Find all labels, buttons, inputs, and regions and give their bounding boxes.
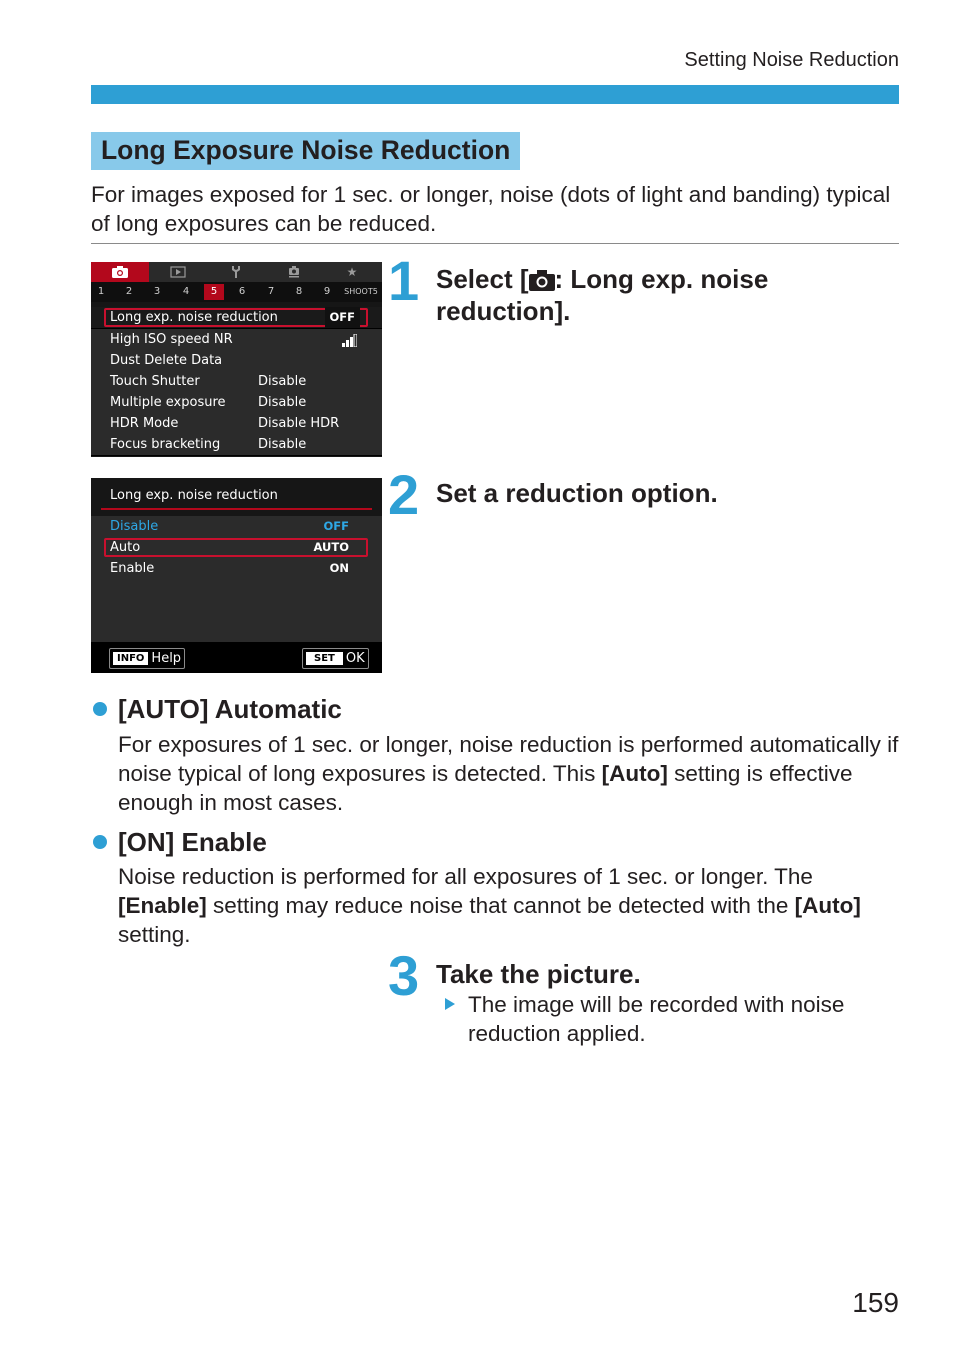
step-1-text-after: : Long exp. noise reduction].	[436, 264, 769, 326]
wrench-icon[interactable]	[207, 262, 265, 282]
menu-row-hdr-mode[interactable]	[91, 413, 382, 435]
option-label: Auto	[110, 540, 141, 555]
star-icon[interactable]: ★	[346, 265, 358, 279]
set-key: SET	[306, 652, 343, 665]
menu-row-value: Disable	[258, 437, 307, 452]
section-divider	[91, 243, 899, 244]
menu-page-tabs	[91, 282, 382, 302]
menu-row-multiple-exposure[interactable]	[91, 392, 382, 414]
menu-row-value: OFF	[325, 307, 361, 328]
intro-paragraph: For images exposed for 1 sec. or longer, noise (dots of light and banding) typical of long exposures can be reduced.	[91, 182, 891, 236]
option-disable[interactable]	[91, 516, 382, 538]
menu-page-tab[interactable]: 7	[267, 286, 275, 297]
option-empty-row	[91, 621, 382, 643]
menu-row-value: Disable	[258, 395, 307, 410]
option-value: OFF	[323, 519, 349, 533]
menu-page-tab[interactable]: 4	[182, 286, 190, 297]
step-number: 2	[388, 463, 418, 526]
option-screen-title: Long exp. noise reduction	[110, 488, 278, 503]
menu-page-tab[interactable]: 2	[125, 286, 133, 297]
step-number: 3	[388, 944, 418, 1007]
option-auto-heading: [AUTO] Automatic	[118, 694, 342, 724]
step-3-note: The image will be recorded with noise reduction applied.	[468, 992, 845, 1046]
help-label: Help	[151, 651, 182, 666]
nr-option-screen	[91, 478, 382, 673]
option-empty-row	[91, 579, 382, 601]
menu-row-long-exp-nr[interactable]	[91, 307, 382, 329]
option-value: AUTO	[313, 540, 349, 554]
bullet-dot	[93, 835, 107, 849]
camera-menu-screen	[91, 262, 382, 457]
screen-button-bar	[91, 643, 382, 673]
camera-icon[interactable]	[91, 262, 149, 282]
menu-row-label: Long exp. noise reduction	[110, 310, 278, 325]
menu-row-high-iso-nr[interactable]	[91, 329, 382, 351]
custom-icon[interactable]	[265, 262, 323, 282]
option-empty-row	[91, 600, 382, 622]
menu-page-tab[interactable]: 6	[238, 286, 246, 297]
auto-body-bold: [Auto]	[601, 761, 668, 786]
menu-row-label: HDR Mode	[110, 416, 179, 431]
on-body-part: setting.	[118, 922, 191, 947]
option-label: Enable	[110, 561, 155, 576]
on-body-part: setting may reduce noise that cannot be detected with the	[206, 893, 795, 918]
menu-page-tab[interactable]: 1	[97, 286, 105, 297]
menu-page-tab-active[interactable]: 5	[204, 284, 224, 300]
option-on-heading: [ON] Enable	[118, 827, 267, 857]
step-2-text: Set a reduction option.	[436, 478, 718, 508]
step-1-text-before: Select [	[436, 264, 529, 294]
title-underline	[101, 508, 372, 510]
bullet-dot	[93, 702, 107, 716]
menu-row-label: High ISO speed NR	[110, 332, 233, 347]
option-auto-description	[118, 730, 899, 817]
option-label: Disable	[110, 519, 159, 534]
step-number: 1	[388, 249, 418, 312]
section-title: Long Exposure Noise Reduction	[91, 132, 520, 170]
on-body-part: Noise reduction is performed for all exposures of 1 sec. or longer. The	[118, 864, 813, 889]
step-1-text	[436, 263, 856, 327]
menu-row-value: Disable HDR	[258, 416, 340, 431]
auto-body-part: setting is effective enough in most cases.	[118, 761, 853, 815]
step-3-text: Take the picture.	[436, 959, 641, 989]
set-ok-button[interactable]	[302, 648, 369, 669]
menu-page-tab[interactable]: SHOOT5	[344, 287, 378, 296]
menu-row-label: Dust Delete Data	[110, 353, 223, 368]
menu-row-focus-bracketing[interactable]	[91, 434, 382, 456]
option-enable[interactable]	[91, 558, 382, 580]
info-help-button[interactable]	[109, 648, 185, 669]
menu-row-dust-delete[interactable]	[91, 350, 382, 372]
option-on-description	[118, 862, 903, 949]
camera-icon	[529, 266, 555, 288]
option-auto[interactable]	[91, 537, 382, 559]
on-body-bold: [Auto]	[794, 893, 861, 918]
page-number: 159	[852, 1287, 899, 1318]
menu-row-label: Touch Shutter	[110, 374, 200, 389]
menu-tab-bar	[91, 262, 382, 282]
option-value: ON	[329, 561, 349, 575]
playback-icon[interactable]	[149, 262, 207, 282]
header-bar	[91, 85, 899, 104]
auto-body-part: For exposures of 1 sec. or longer, noise reduction is performed automatically if noise typical of long exposures is detected. This	[118, 732, 899, 786]
menu-row-label: Focus bracketing	[110, 437, 221, 452]
on-body-bold: [Enable]	[118, 893, 207, 918]
running-header: Setting Noise Reduction	[684, 49, 899, 71]
menu-row-value: Disable	[258, 374, 307, 389]
menu-page-tab[interactable]: 8	[295, 286, 303, 297]
menu-row-label: Multiple exposure	[110, 395, 226, 410]
menu-row-touch-shutter[interactable]	[91, 371, 382, 393]
info-key: INFO	[113, 652, 148, 665]
result-arrow-icon	[445, 998, 455, 1010]
ok-label: OK	[345, 651, 365, 666]
menu-page-tab[interactable]: 3	[153, 286, 161, 297]
menu-page-tab[interactable]: 9	[323, 286, 331, 297]
